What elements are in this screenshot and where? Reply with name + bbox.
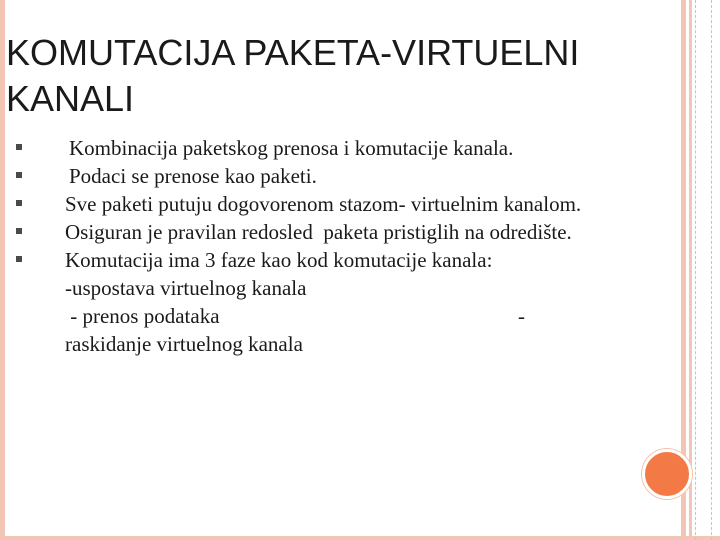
bullet-item <box>16 218 596 246</box>
bullet-item <box>16 134 596 162</box>
square-bullet-icon <box>16 256 22 262</box>
phase-3-text: raskidanje virtuelnog kanala <box>65 332 303 356</box>
phase-3-dash: - <box>518 304 525 328</box>
frame-right-dashed-line <box>695 0 696 540</box>
square-bullet-icon <box>16 200 22 206</box>
frame-left-border <box>0 0 5 540</box>
frame-right-bar-inner <box>689 0 692 540</box>
orange-circle-decoration <box>642 449 692 499</box>
slide-title: KOMUTACIJA PAKETA-VIRTUELNI KANALI <box>6 32 580 119</box>
bullet-item <box>16 162 596 190</box>
square-bullet-icon <box>16 144 22 150</box>
frame-right-dashed-line-outer <box>711 0 712 540</box>
phase-2-row <box>65 302 525 330</box>
bullet-text: Osiguran je pravilan redosled paketa pristiglih na odredište. <box>65 220 572 244</box>
bullet-item <box>16 190 596 218</box>
frame-bottom-border <box>0 536 720 540</box>
bullet-item <box>16 246 596 358</box>
square-bullet-icon <box>16 172 22 178</box>
bullet-list <box>16 134 596 358</box>
square-bullet-icon <box>16 228 22 234</box>
bullet-text: Podaci se prenose kao paketi. <box>69 164 317 188</box>
bullet-text: Sve paketi putuju dogovorenom stazom- virtuelnim kanalom. <box>65 192 582 216</box>
bullet-text: Komutacija ima 3 faze kao kod komutacije kanala: <box>65 248 493 272</box>
phase-2-text: - prenos podataka <box>65 304 220 328</box>
bullet-text: Kombinacija paketskog prenosa i komutacije kanala. <box>69 136 514 160</box>
phase-1-text: -uspostava virtuelnog kanala <box>65 276 307 300</box>
